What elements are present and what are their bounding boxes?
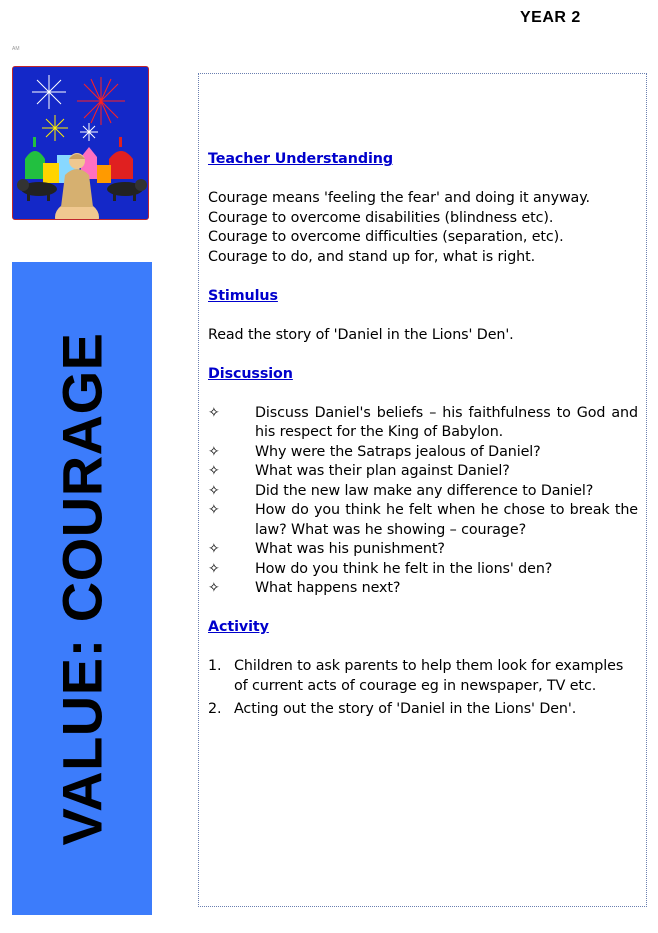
- understanding-line: Courage to overcome disabilities (blindness etc).: [208, 209, 554, 226]
- list-item: [208, 404, 638, 443]
- discussion-item: What happens next?: [255, 580, 401, 596]
- star-bullet-icon: ✧: [208, 560, 220, 577]
- discussion-list: [208, 404, 638, 599]
- understanding-line: Courage to overcome difficulties (separation, etc).: [208, 229, 564, 245]
- star-bullet-icon: ✧: [208, 502, 220, 518]
- star-bullet-icon: ✧: [208, 404, 220, 421]
- activity-item: Children to ask parents to help them look for examples of current acts of courage eg in newspaper, TV etc.: [234, 658, 624, 694]
- list-item: [208, 501, 638, 540]
- stimulus-heading: Stimulus: [208, 287, 278, 304]
- list-item: [208, 540, 638, 560]
- item-number: 1.: [208, 658, 222, 674]
- activity-item: Acting out the story of 'Daniel in the Lions' Den'.: [234, 701, 577, 717]
- list-item: [208, 482, 638, 502]
- discussion-item: What was their plan against Daniel?: [255, 463, 510, 479]
- list-item: [208, 579, 638, 599]
- list-item: [208, 443, 638, 463]
- list-item: [208, 657, 638, 696]
- star-bullet-icon: ✧: [208, 580, 220, 596]
- daniel-illustration: [12, 66, 149, 220]
- stimulus-section: [208, 287, 638, 346]
- understanding-line: Courage means 'feeling the fear' and doing it anyway.: [208, 190, 590, 206]
- stimulus-text: Read the story of 'Daniel in the Lions' Den'.: [208, 326, 514, 343]
- star-bullet-icon: ✧: [208, 463, 220, 479]
- discussion-item: Why were the Satraps jealous of Daniel?: [255, 443, 541, 460]
- lesson-content: [208, 150, 638, 739]
- value-title: VALUE: COURAGE: [50, 331, 114, 846]
- year-label: YEAR 2: [520, 9, 581, 26]
- star-bullet-icon: ✧: [208, 541, 220, 557]
- discussion-item: Did the new law make any difference to Daniel?: [255, 482, 594, 499]
- understanding-line: Courage to do, and stand up for, what is right.: [208, 248, 536, 265]
- list-item: [208, 462, 638, 482]
- activity-section: [208, 618, 638, 720]
- item-number: 2.: [208, 701, 222, 717]
- teacher-understanding-heading: Teacher Understanding: [208, 151, 393, 167]
- discussion-section: [208, 365, 638, 599]
- discussion-item: How do you think he felt when he chose to break the law? What was he showing – courage?: [255, 502, 638, 538]
- star-bullet-icon: ✧: [208, 443, 220, 460]
- value-banner: [12, 262, 152, 915]
- discussion-item: How do you think he felt in the lions' den?: [255, 560, 553, 577]
- discussion-item: Discuss Daniel's beliefs – his faithfulness to God and his respect for the King of Babylon.: [255, 404, 638, 440]
- discussion-heading: Discussion: [208, 365, 293, 382]
- list-item: [208, 560, 638, 580]
- star-bullet-icon: ✧: [208, 482, 220, 499]
- activity-heading: Activity: [208, 619, 269, 635]
- list-item: [208, 700, 638, 720]
- discussion-item: What was his punishment?: [255, 541, 445, 557]
- tiny-mark: AM: [12, 46, 20, 52]
- activity-list: [208, 657, 638, 720]
- teacher-understanding-section: [208, 150, 638, 267]
